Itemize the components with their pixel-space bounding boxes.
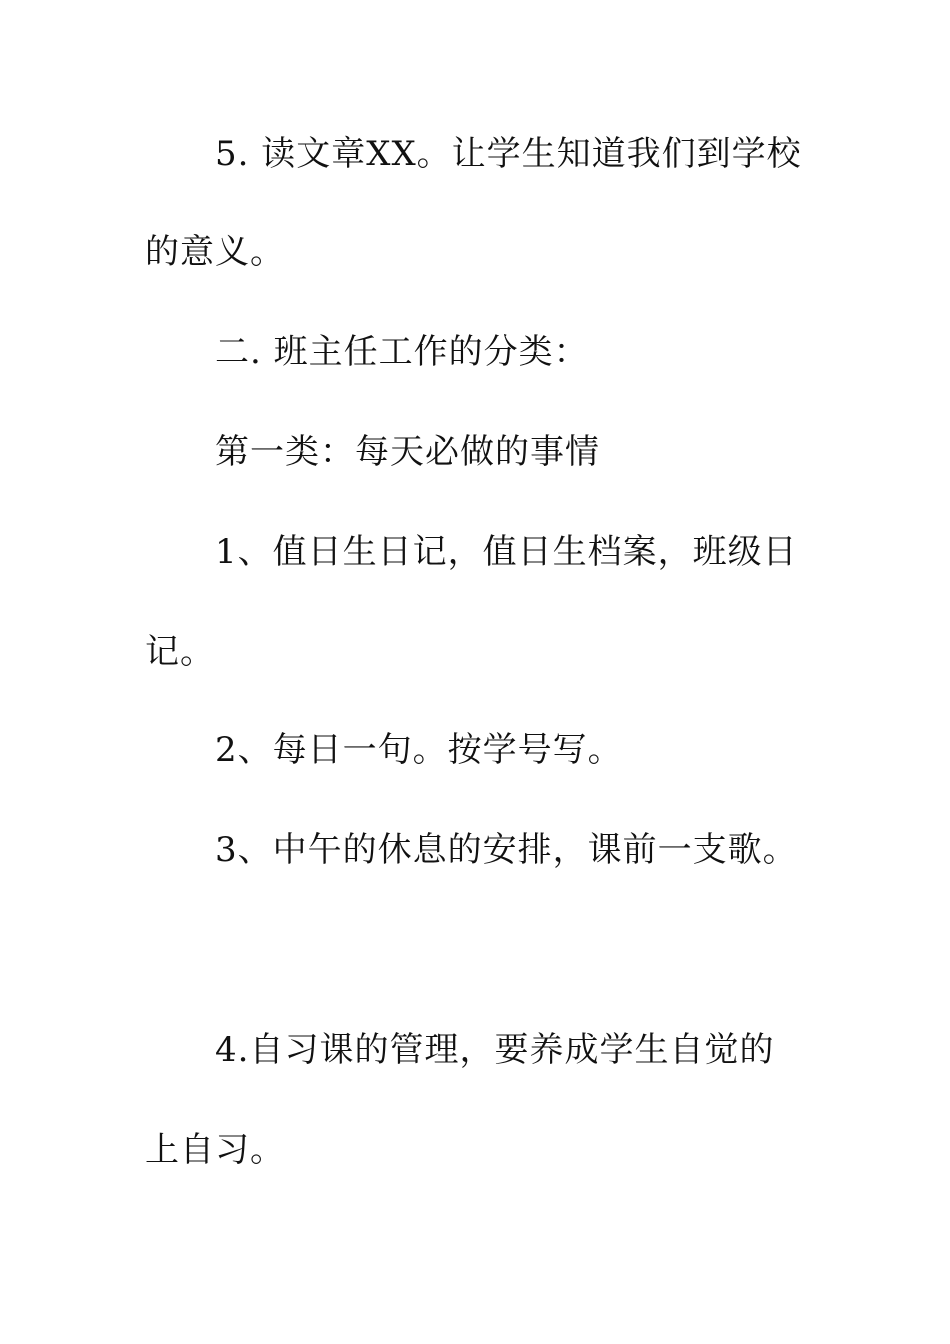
list-item-2: 2、每日一句。按学号写。 [215,730,623,770]
section-heading-categories: 二. 班主任工作的分类： [215,332,589,372]
list-item-4-line-1: 4.自习课的管理，要养成学生自觉的 [215,1030,775,1070]
list-item-4-line-2: 上自习。 [145,1130,285,1170]
paragraph-item-5-line-2: 的意义。 [145,232,285,272]
paragraph-item-5-line-1: 5. 读文章XX。让学生知道我们到学校 [215,134,802,174]
list-item-1-line-1: 1、值日生日记，值日生档案，班级日 [215,532,798,572]
subheading-daily-tasks: 第一类：每天必做的事情 [215,432,600,472]
list-item-3: 3、中午的休息的安排，课前一支歌。 [215,830,798,870]
list-item-1-line-2: 记。 [145,632,215,672]
